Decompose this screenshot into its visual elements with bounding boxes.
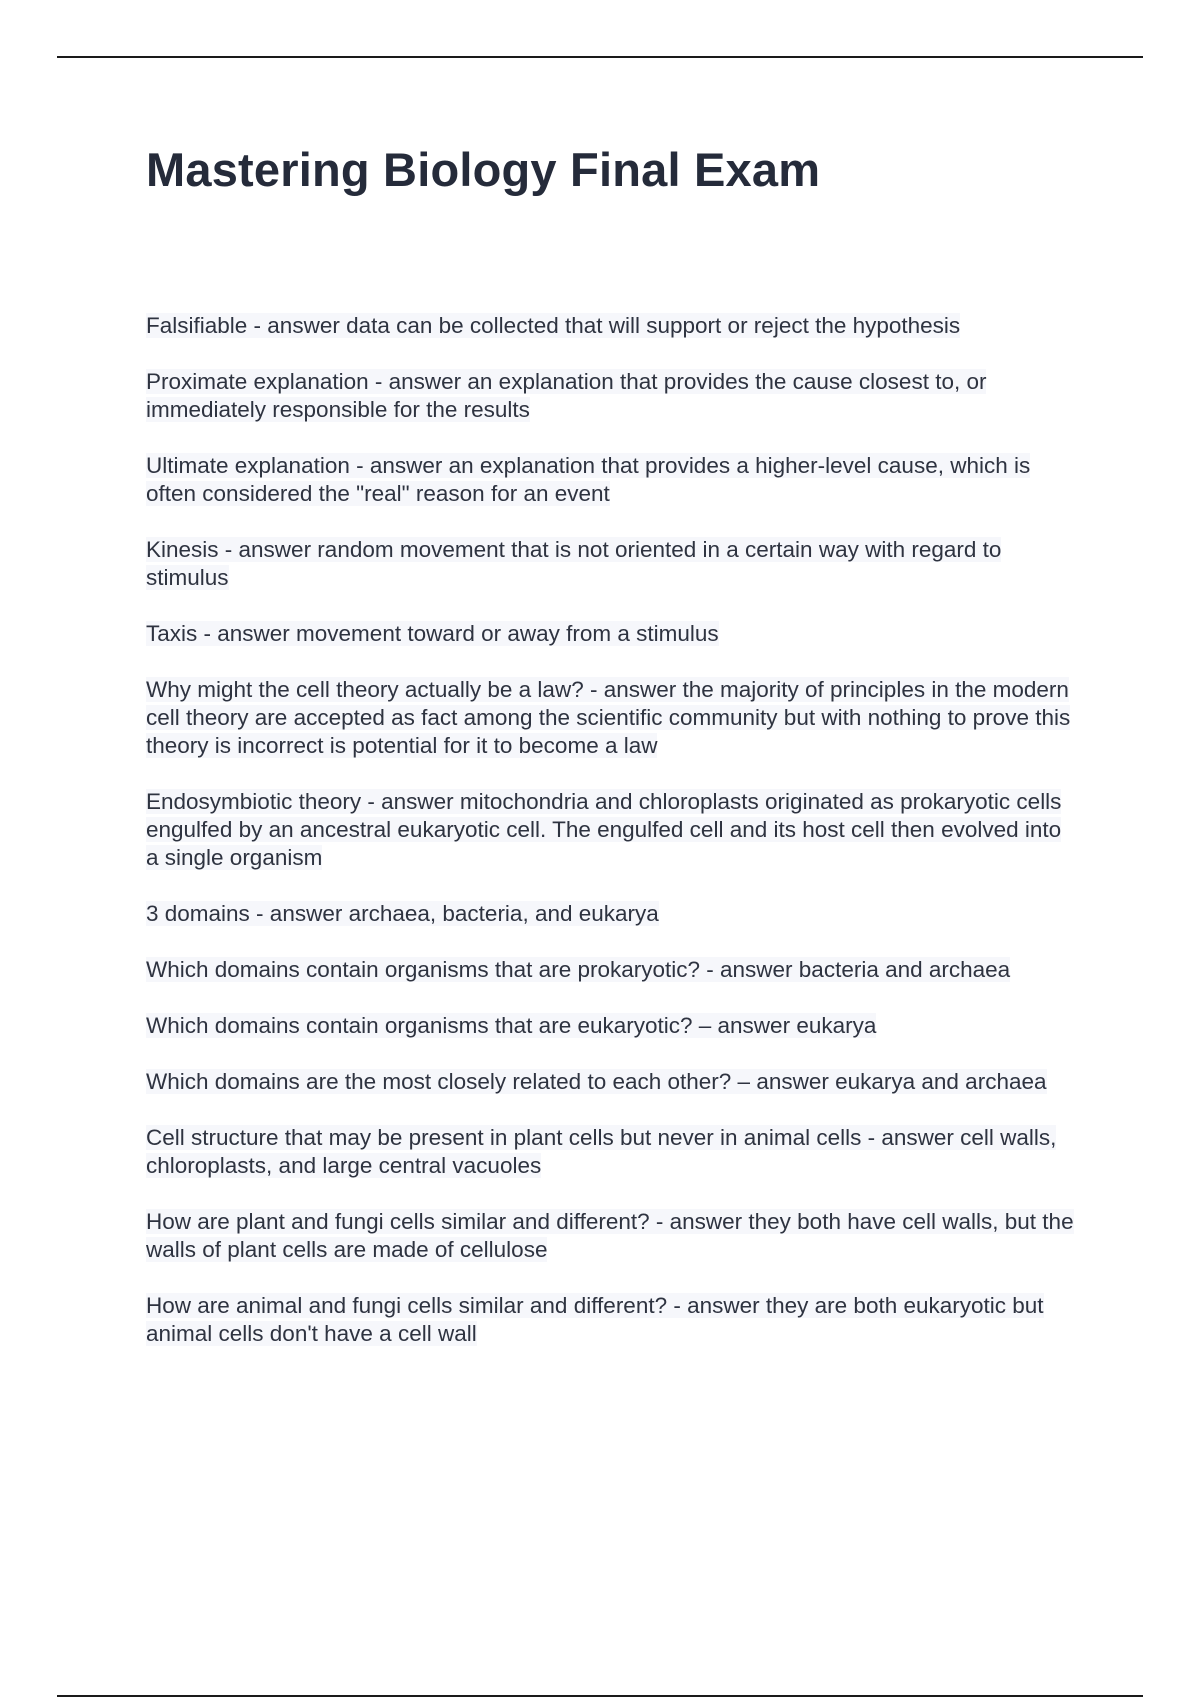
- qa-item: [146, 1124, 1076, 1180]
- qa-text: Why might the cell theory actually be a law? - answer the majority of principles in the modern cell theory are accepted as fact among the scientific community but with nothing to prove this theory is incorrect is potential for it to become a law: [146, 677, 1071, 758]
- qa-item: [146, 956, 1076, 984]
- qa-item: [146, 312, 1076, 340]
- qa-text: Which domains are the most closely related to each other? – answer eukarya and archaea: [146, 1069, 1047, 1094]
- qa-text: Kinesis - answer random movement that is not oriented in a certain way with regard to stimulus: [146, 537, 1002, 590]
- qa-item: [146, 536, 1076, 592]
- qa-text: Which domains contain organisms that are eukaryotic? – answer eukarya: [146, 1013, 877, 1038]
- qa-item: [146, 1208, 1076, 1264]
- qa-text: 3 domains - answer archaea, bacteria, and eukarya: [146, 901, 659, 926]
- qa-text: Proximate explanation - answer an explanation that provides the cause closest to, or immediately responsible for the results: [146, 369, 987, 422]
- qa-item: [146, 452, 1076, 508]
- qa-text: Which domains contain organisms that are prokaryotic? - answer bacteria and archaea: [146, 957, 1011, 982]
- qa-item: [146, 1068, 1076, 1096]
- bottom-rule: [57, 1695, 1143, 1697]
- page-title: Mastering Biology Final Exam: [146, 143, 821, 196]
- qa-text: Endosymbiotic theory - answer mitochondria and chloroplasts originated as prokaryotic cells engulfed by an ancestral eukaryotic cell. The engulfed cell and its host cell then evolved into a single organism: [146, 789, 1062, 870]
- qa-item: [146, 676, 1076, 760]
- qa-item: [146, 1292, 1076, 1348]
- qa-text: Ultimate explanation - answer an explanation that provides a higher-level cause, which is often considered the "real" reason for an event: [146, 453, 1031, 506]
- qa-text: Falsifiable - answer data can be collected that will support or reject the hypothesis: [146, 313, 961, 338]
- qa-text: How are plant and fungi cells similar and different? - answer they both have cell walls, but the walls of plant cells are made of cellulose: [146, 1209, 1074, 1262]
- qa-text: Cell structure that may be present in plant cells but never in animal cells - answer cell walls, chloroplasts, and large central vacuoles: [146, 1125, 1057, 1178]
- qa-list: [146, 312, 1076, 1376]
- qa-item: [146, 900, 1076, 928]
- qa-item: [146, 788, 1076, 872]
- qa-item: [146, 1012, 1076, 1040]
- qa-item: [146, 368, 1076, 424]
- top-rule: [57, 56, 1143, 58]
- qa-text: How are animal and fungi cells similar and different? - answer they are both eukaryotic but animal cells don't have a cell wall: [146, 1293, 1044, 1346]
- qa-item: [146, 620, 1076, 648]
- qa-text: Taxis - answer movement toward or away from a stimulus: [146, 621, 719, 646]
